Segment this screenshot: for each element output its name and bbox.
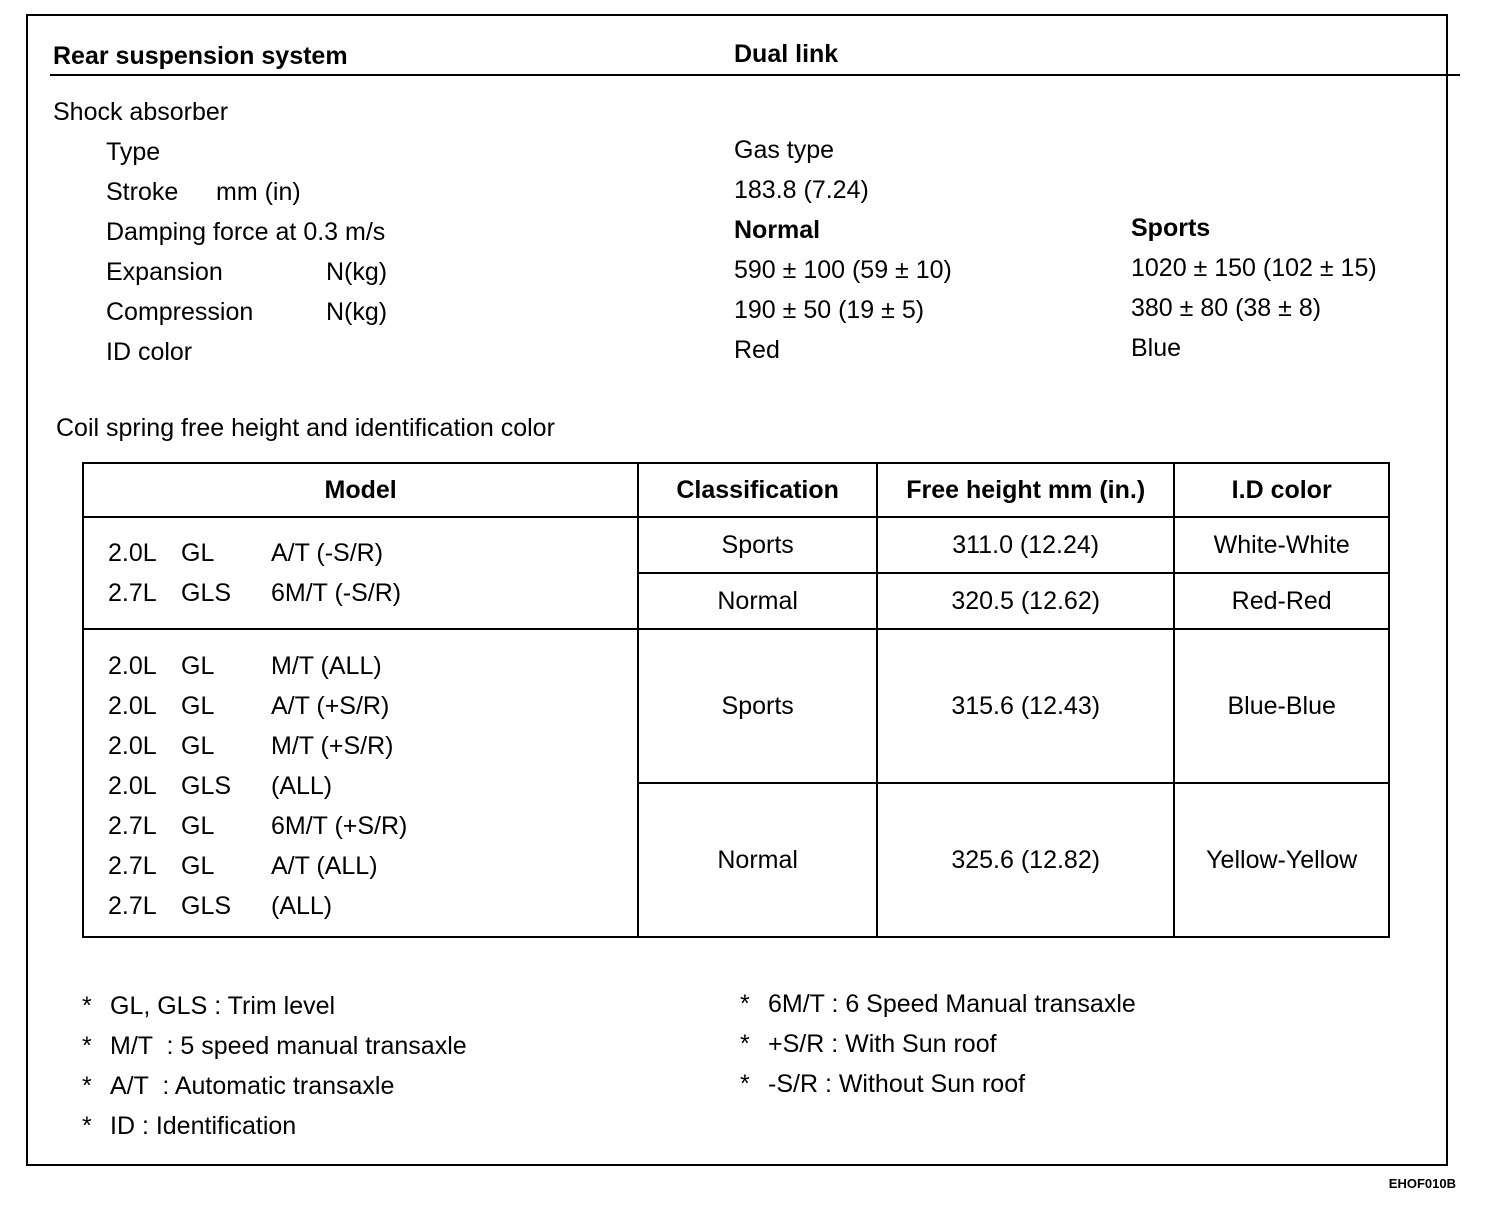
trim: GLS — [181, 892, 232, 920]
note-item — [740, 990, 1136, 1019]
transaxle: (ALL) — [271, 772, 333, 800]
note-item — [82, 1112, 296, 1141]
engine: 2.7L — [108, 812, 157, 840]
id-color-label: ID color — [106, 338, 193, 366]
id-color-cell: White-White — [1174, 517, 1389, 573]
note-text: +S/R : With Sun roof — [768, 1030, 997, 1058]
transaxle: M/T (+S/R) — [271, 732, 394, 760]
engine: 2.0L — [108, 772, 157, 800]
free-height-cell: 311.0 (12.24) — [877, 517, 1174, 573]
type-value: Gas type — [734, 136, 835, 164]
expansion-label: Expansion — [106, 258, 223, 286]
sports-heading: Sports — [1131, 214, 1211, 242]
free-height-cell: 320.5 (12.62) — [877, 573, 1174, 629]
stroke-unit: mm (in) — [216, 178, 301, 206]
type-label: Type — [106, 138, 161, 166]
model-line — [108, 533, 637, 573]
header-rule — [50, 74, 1460, 76]
note-item — [82, 1072, 394, 1101]
free-height-cell: 325.6 (12.82) — [877, 783, 1174, 937]
transaxle: (ALL) — [271, 892, 333, 920]
header-free-height: Free height mm (in.) — [877, 463, 1174, 517]
transaxle: 6M/T (+S/R) — [271, 812, 408, 840]
expansion-unit: N(kg) — [326, 258, 388, 286]
damping-label: Damping force at 0.3 m/s — [106, 218, 386, 246]
asterisk: * — [82, 1112, 92, 1140]
asterisk: * — [82, 1032, 92, 1060]
transaxle: A/T (+S/R) — [271, 692, 390, 720]
note-text: A/T : Automatic transaxle — [110, 1072, 395, 1100]
transaxle: M/T (ALL) — [271, 652, 382, 680]
note-text: -S/R : Without Sun roof — [768, 1070, 1026, 1098]
transaxle: A/T (ALL) — [271, 852, 378, 880]
trim: GLS — [181, 772, 232, 800]
stroke-value: 183.8 (7.24) — [734, 176, 869, 204]
model-line — [108, 846, 637, 886]
model-line — [108, 726, 637, 766]
engine: 2.0L — [108, 732, 157, 760]
model-line — [108, 573, 637, 613]
figure-code: EHOF010B — [1388, 1176, 1456, 1191]
asterisk: * — [740, 990, 750, 1018]
note-item — [740, 1030, 997, 1059]
header-model: Model — [83, 463, 638, 517]
normal-heading: Normal — [734, 216, 821, 244]
section-value: Dual link — [734, 40, 839, 68]
trim: GL — [181, 652, 215, 680]
section-title: Rear suspension system — [53, 42, 348, 70]
model-line — [108, 686, 637, 726]
transaxle: 6M/T (-S/R) — [271, 579, 402, 607]
note-item — [740, 1070, 1025, 1099]
coil-spring-table — [82, 462, 1390, 938]
free-height-cell: 315.6 (12.43) — [877, 629, 1174, 783]
model-line — [108, 806, 637, 846]
id-color-normal: Red — [734, 336, 780, 364]
id-color-sports: Blue — [1131, 334, 1182, 362]
engine: 2.0L — [108, 539, 157, 567]
classification-cell: Sports — [638, 629, 877, 783]
header-classification: Classification — [638, 463, 877, 517]
note-item — [82, 1032, 467, 1061]
engine: 2.0L — [108, 692, 157, 720]
table-row — [83, 517, 1389, 573]
asterisk: * — [740, 1070, 750, 1098]
trim: GL — [181, 812, 215, 840]
asterisk: * — [82, 992, 92, 1020]
table-header-row — [83, 463, 1389, 517]
trim: GL — [181, 539, 215, 567]
note-text: ID : Identification — [110, 1112, 297, 1140]
compression-unit: N(kg) — [326, 298, 388, 326]
id-color-cell: Red-Red — [1174, 573, 1389, 629]
compression-normal: 190 ± 50 (19 ± 5) — [734, 296, 925, 324]
model-group-1 — [83, 517, 638, 629]
trim: GLS — [181, 579, 232, 607]
trim: GL — [181, 732, 215, 760]
note-item — [82, 992, 335, 1021]
transaxle: A/T (-S/R) — [271, 539, 384, 567]
classification-cell: Normal — [638, 783, 877, 937]
trim: GL — [181, 692, 215, 720]
expansion-normal: 590 ± 100 (59 ± 10) — [734, 256, 952, 284]
id-color-cell: Yellow-Yellow — [1174, 783, 1389, 937]
model-group-2 — [83, 629, 638, 937]
engine: 2.0L — [108, 652, 157, 680]
classification-cell: Normal — [638, 573, 877, 629]
stroke-label: Stroke — [106, 178, 179, 206]
model-line — [108, 766, 637, 806]
shock-title: Shock absorber — [53, 98, 229, 126]
table-row — [83, 629, 1389, 783]
asterisk: * — [82, 1072, 92, 1100]
compression-sports: 380 ± 80 (38 ± 8) — [1131, 294, 1322, 322]
coil-title: Coil spring free height and identification color — [56, 414, 555, 442]
engine: 2.7L — [108, 852, 157, 880]
model-line — [108, 886, 637, 926]
expansion-sports: 1020 ± 150 (102 ± 15) — [1131, 254, 1377, 282]
model-line — [108, 646, 637, 686]
id-color-cell: Blue-Blue — [1174, 629, 1389, 783]
engine: 2.7L — [108, 579, 157, 607]
trim: GL — [181, 852, 215, 880]
engine: 2.7L — [108, 892, 157, 920]
compression-label: Compression — [106, 298, 254, 326]
note-text: M/T : 5 speed manual transaxle — [110, 1032, 467, 1060]
asterisk: * — [740, 1030, 750, 1058]
note-text: GL, GLS : Trim level — [110, 992, 336, 1020]
classification-cell: Sports — [638, 517, 877, 573]
note-text: 6M/T : 6 Speed Manual transaxle — [768, 990, 1136, 1018]
header-id-color: I.D color — [1174, 463, 1389, 517]
